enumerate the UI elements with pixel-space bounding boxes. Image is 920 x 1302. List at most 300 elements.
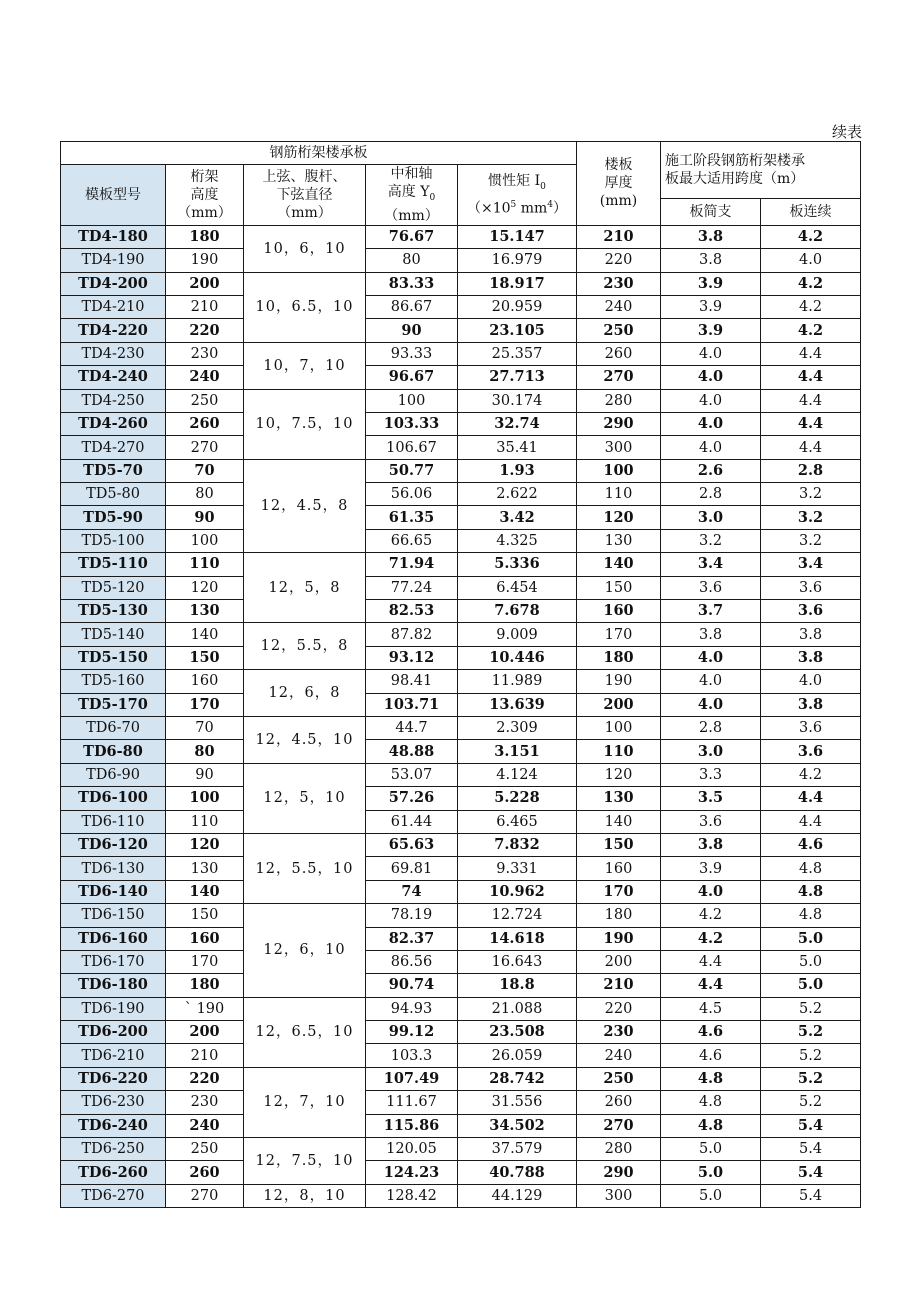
- span-continuous-cell: 3.8: [761, 693, 861, 716]
- truss-height-cell: 130: [166, 857, 244, 880]
- truss-height-cell: 210: [166, 1044, 244, 1067]
- table-row: [61, 857, 861, 880]
- model-cell: TD5-150: [61, 646, 166, 669]
- span-continuous-cell: 5.4: [761, 1114, 861, 1137]
- span-continuous-cell: 5.4: [761, 1184, 861, 1207]
- inertia-cell: 31.556: [458, 1091, 577, 1114]
- span-simple-cell: 3.6: [661, 576, 761, 599]
- span-simple-cell: 4.4: [661, 974, 761, 997]
- truss-height-cell: 200: [166, 1021, 244, 1044]
- diameter-cell: 10，7，10: [244, 342, 366, 389]
- span-simple-cell: 3.0: [661, 740, 761, 763]
- truss-height-cell: 240: [166, 366, 244, 389]
- table-row: [61, 553, 861, 576]
- table-row: [61, 483, 861, 506]
- diameter-cell: 12，5.5，10: [244, 833, 366, 903]
- model-cell: TD6-230: [61, 1091, 166, 1114]
- inertia-cell: 28.742: [458, 1067, 577, 1090]
- inertia-cell: 7.832: [458, 833, 577, 856]
- span-continuous-cell: 3.2: [761, 483, 861, 506]
- slab-thickness-cell: 230: [577, 272, 661, 295]
- table-row: [61, 459, 861, 482]
- model-cell: TD5-90: [61, 506, 166, 529]
- table-row: [61, 693, 861, 716]
- neutral-axis-cell: 69.81: [366, 857, 458, 880]
- diameter-cell: 12，5，8: [244, 553, 366, 623]
- slab-thickness-cell: 240: [577, 295, 661, 318]
- inertia-cell: 15.147: [458, 225, 577, 248]
- slab-thickness-cell: 150: [577, 576, 661, 599]
- span-continuous-cell: 4.6: [761, 833, 861, 856]
- neutral-axis-cell: 93.12: [366, 646, 458, 669]
- span-simple-cell: 4.0: [661, 436, 761, 459]
- table-row: [61, 1161, 861, 1184]
- slab-thickness-cell: 240: [577, 1044, 661, 1067]
- truss-height-cell: 90: [166, 506, 244, 529]
- span-continuous-cell: 4.4: [761, 342, 861, 365]
- span-simple-cell: 4.0: [661, 693, 761, 716]
- neutral-axis-header: 中和轴 高度 $Y_0$ （mm）: [366, 165, 458, 226]
- truss-height-cell: 160: [166, 927, 244, 950]
- span-simple-cell: 5.0: [661, 1161, 761, 1184]
- table-row: [61, 366, 861, 389]
- span-simple-cell: 5.0: [661, 1184, 761, 1207]
- neutral-axis-cell: 82.37: [366, 927, 458, 950]
- truss-height-cell: 240: [166, 1114, 244, 1137]
- truss-height-cell: 260: [166, 412, 244, 435]
- model-cell: TD5-70: [61, 459, 166, 482]
- table-row: [61, 576, 861, 599]
- slab-thickness-cell: 170: [577, 623, 661, 646]
- slab-thickness-cell: 200: [577, 950, 661, 973]
- model-cell: TD4-220: [61, 319, 166, 342]
- span-continuous-cell: 5.0: [761, 927, 861, 950]
- neutral-axis-cell: 44.7: [366, 717, 458, 740]
- neutral-axis-cell: 76.67: [366, 225, 458, 248]
- model-cell: TD4-260: [61, 412, 166, 435]
- span-simple-cell: 4.0: [661, 412, 761, 435]
- truss-height-cell: 110: [166, 553, 244, 576]
- neutral-axis-cell: 86.67: [366, 295, 458, 318]
- inertia-cell: 14.618: [458, 927, 577, 950]
- group-header: 钢筋桁架楼承板: [61, 142, 577, 165]
- table-row: [61, 927, 861, 950]
- model-cell: TD6-240: [61, 1114, 166, 1137]
- neutral-axis-cell: 66.65: [366, 529, 458, 552]
- slab-thickness-cell: 250: [577, 319, 661, 342]
- inertia-cell: 32.74: [458, 412, 577, 435]
- truss-height-cell: 200: [166, 272, 244, 295]
- model-cell: TD5-120: [61, 576, 166, 599]
- neutral-axis-cell: 83.33: [366, 272, 458, 295]
- model-cell: TD4-240: [61, 366, 166, 389]
- slab-thickness-cell: 180: [577, 646, 661, 669]
- model-cell: TD6-150: [61, 904, 166, 927]
- span-continuous-header: 板连续: [761, 198, 861, 225]
- table-row: [61, 295, 861, 318]
- diameter-cell: 12，7.5，10: [244, 1138, 366, 1185]
- truss-height-cell: 100: [166, 529, 244, 552]
- inertia-cell: 27.713: [458, 366, 577, 389]
- neutral-axis-cell: 106.67: [366, 436, 458, 459]
- table-row: [61, 950, 861, 973]
- inertia-cell: 5.228: [458, 787, 577, 810]
- inertia-cell: 25.357: [458, 342, 577, 365]
- model-cell: TD6-210: [61, 1044, 166, 1067]
- slab-thickness-cell: 290: [577, 412, 661, 435]
- neutral-axis-cell: 111.67: [366, 1091, 458, 1114]
- truss-height-cell: 170: [166, 693, 244, 716]
- model-cell: TD6-220: [61, 1067, 166, 1090]
- span-simple-cell: 5.0: [661, 1138, 761, 1161]
- table-row: [61, 1067, 861, 1090]
- diameter-header: 上弦、腹杆、 下弦直径 （mm）: [244, 165, 366, 226]
- model-cell: TD5-110: [61, 553, 166, 576]
- table-row: [61, 1138, 861, 1161]
- truss-height-cell: 120: [166, 576, 244, 599]
- slab-thickness-cell: 190: [577, 927, 661, 950]
- model-cell: TD6-180: [61, 974, 166, 997]
- slab-thickness-cell: 110: [577, 483, 661, 506]
- truss-height-cell: 150: [166, 646, 244, 669]
- inertia-cell: 6.465: [458, 810, 577, 833]
- truss-height-cell: 180: [166, 974, 244, 997]
- neutral-axis-cell: 65.63: [366, 833, 458, 856]
- inertia-header: 惯性矩 $I_0$ （$\times 10^5$ $mm^4$）: [458, 165, 577, 226]
- neutral-axis-cell: 82.53: [366, 600, 458, 623]
- neutral-axis-cell: 78.19: [366, 904, 458, 927]
- slab-thickness-cell: 220: [577, 997, 661, 1020]
- span-simple-cell: 4.0: [661, 670, 761, 693]
- model-cell: TD6-200: [61, 1021, 166, 1044]
- neutral-axis-cell: 48.88: [366, 740, 458, 763]
- span-continuous-cell: 3.2: [761, 506, 861, 529]
- table-row: [61, 319, 861, 342]
- inertia-cell: 4.325: [458, 529, 577, 552]
- neutral-axis-cell: 99.12: [366, 1021, 458, 1044]
- neutral-axis-cell: 103.33: [366, 412, 458, 435]
- span-continuous-cell: 5.0: [761, 950, 861, 973]
- slab-thickness-cell: 200: [577, 693, 661, 716]
- span-continuous-cell: 4.8: [761, 880, 861, 903]
- table-row: [61, 600, 861, 623]
- slab-thickness-cell: 220: [577, 249, 661, 272]
- inertia-cell: 44.129: [458, 1184, 577, 1207]
- truss-deck-spec-table: [60, 141, 861, 1208]
- neutral-axis-cell: 77.24: [366, 576, 458, 599]
- span-continuous-cell: 3.6: [761, 740, 861, 763]
- span-continuous-cell: 5.0: [761, 974, 861, 997]
- model-cell: TD5-160: [61, 670, 166, 693]
- slab-thickness-cell: 300: [577, 436, 661, 459]
- inertia-cell: 30.174: [458, 389, 577, 412]
- neutral-axis-cell: 61.44: [366, 810, 458, 833]
- span-continuous-cell: 3.6: [761, 600, 861, 623]
- model-cell: TD6-160: [61, 927, 166, 950]
- span-continuous-cell: 4.0: [761, 249, 861, 272]
- neutral-axis-cell: 86.56: [366, 950, 458, 973]
- table-row: [61, 1114, 861, 1137]
- truss-height-cell: 140: [166, 880, 244, 903]
- span-simple-header: 板简支: [661, 198, 761, 225]
- slab-thickness-cell: 140: [577, 810, 661, 833]
- truss-height-cell: 250: [166, 1138, 244, 1161]
- inertia-cell: 12.724: [458, 904, 577, 927]
- table-row: [61, 974, 861, 997]
- inertia-cell: 6.454: [458, 576, 577, 599]
- span-simple-cell: 3.2: [661, 529, 761, 552]
- table-row: [61, 436, 861, 459]
- span-simple-cell: 3.8: [661, 833, 761, 856]
- truss-height-cell: 190: [166, 249, 244, 272]
- neutral-axis-cell: 115.86: [366, 1114, 458, 1137]
- span-simple-cell: 4.0: [661, 342, 761, 365]
- inertia-cell: 16.979: [458, 249, 577, 272]
- inertia-cell: 26.059: [458, 1044, 577, 1067]
- inertia-cell: 34.502: [458, 1114, 577, 1137]
- slab-thickness-cell: 210: [577, 225, 661, 248]
- model-cell: TD6-120: [61, 833, 166, 856]
- inertia-cell: 3.151: [458, 740, 577, 763]
- inertia-cell: 18.917: [458, 272, 577, 295]
- inertia-cell: 10.446: [458, 646, 577, 669]
- slab-thickness-cell: 160: [577, 600, 661, 623]
- neutral-axis-cell: 74: [366, 880, 458, 903]
- slab-thickness-cell: 260: [577, 342, 661, 365]
- table-row: [61, 810, 861, 833]
- span-simple-cell: 4.6: [661, 1021, 761, 1044]
- table-row: [61, 763, 861, 786]
- inertia-cell: 23.105: [458, 319, 577, 342]
- model-cell: TD5-140: [61, 623, 166, 646]
- span-simple-cell: 4.0: [661, 646, 761, 669]
- truss-height-cell: 130: [166, 600, 244, 623]
- span-simple-cell: 3.9: [661, 295, 761, 318]
- model-cell: TD4-270: [61, 436, 166, 459]
- truss-height-cell: 170: [166, 950, 244, 973]
- table-row: [61, 740, 861, 763]
- slab-thickness-cell: 270: [577, 366, 661, 389]
- truss-height-cell: 220: [166, 319, 244, 342]
- table-row: [61, 1021, 861, 1044]
- span-continuous-cell: 2.8: [761, 459, 861, 482]
- neutral-axis-cell: 100: [366, 389, 458, 412]
- span-continuous-cell: 4.8: [761, 904, 861, 927]
- neutral-axis-cell: 90.74: [366, 974, 458, 997]
- model-cell: TD4-200: [61, 272, 166, 295]
- span-simple-cell: 3.9: [661, 857, 761, 880]
- span-continuous-cell: 4.8: [761, 857, 861, 880]
- diameter-cell: 12，8，10: [244, 1184, 366, 1207]
- span-simple-cell: 4.4: [661, 950, 761, 973]
- table-row: [61, 1044, 861, 1067]
- table-row: [61, 623, 861, 646]
- neutral-axis-cell: 56.06: [366, 483, 458, 506]
- truss-height-cell: 270: [166, 436, 244, 459]
- table-row: [61, 412, 861, 435]
- neutral-axis-cell: 80: [366, 249, 458, 272]
- span-simple-cell: 4.0: [661, 366, 761, 389]
- span-continuous-cell: 4.4: [761, 366, 861, 389]
- slab-thickness-cell: 180: [577, 904, 661, 927]
- model-cell: TD6-70: [61, 717, 166, 740]
- table-row: [61, 529, 861, 552]
- span-continuous-cell: 4.2: [761, 225, 861, 248]
- span-simple-cell: 3.8: [661, 225, 761, 248]
- span-continuous-cell: 4.4: [761, 810, 861, 833]
- slab-thickness-cell: 100: [577, 717, 661, 740]
- span-continuous-cell: 5.2: [761, 1067, 861, 1090]
- truss-height-cell: 90: [166, 763, 244, 786]
- span-continuous-cell: 4.2: [761, 319, 861, 342]
- neutral-axis-cell: 53.07: [366, 763, 458, 786]
- slab-thickness-cell: 130: [577, 529, 661, 552]
- inertia-cell: 23.508: [458, 1021, 577, 1044]
- inertia-cell: 10.962: [458, 880, 577, 903]
- model-cell: TD6-190: [61, 997, 166, 1020]
- neutral-axis-cell: 120.05: [366, 1138, 458, 1161]
- model-cell: TD4-250: [61, 389, 166, 412]
- slab-thickness-cell: 140: [577, 553, 661, 576]
- model-cell: TD5-170: [61, 693, 166, 716]
- neutral-axis-cell: 61.35: [366, 506, 458, 529]
- neutral-axis-cell: 98.41: [366, 670, 458, 693]
- neutral-axis-cell: 96.67: [366, 366, 458, 389]
- span-continuous-cell: 5.2: [761, 1091, 861, 1114]
- slab-thickness-cell: 130: [577, 787, 661, 810]
- model-cell: TD6-250: [61, 1138, 166, 1161]
- span-simple-cell: 3.0: [661, 506, 761, 529]
- table-row: [61, 997, 861, 1020]
- span-continuous-cell: 4.4: [761, 389, 861, 412]
- slab-thickness-cell: 100: [577, 459, 661, 482]
- truss-height-header: 桁架 高度 （mm）: [166, 165, 244, 226]
- span-continuous-cell: 3.2: [761, 529, 861, 552]
- diameter-cell: 12，7，10: [244, 1067, 366, 1137]
- table-row: [61, 787, 861, 810]
- truss-height-cell: 80: [166, 740, 244, 763]
- model-cell: TD6-270: [61, 1184, 166, 1207]
- model-cell: TD6-130: [61, 857, 166, 880]
- truss-height-cell: 140: [166, 623, 244, 646]
- span-continuous-cell: 3.6: [761, 576, 861, 599]
- table-row: [61, 342, 861, 365]
- truss-height-cell: ` 190: [166, 997, 244, 1020]
- slab-thickness-header: 楼板 厚度 (mm): [577, 142, 661, 226]
- truss-height-cell: 150: [166, 904, 244, 927]
- span-continuous-cell: 5.2: [761, 997, 861, 1020]
- span-continuous-cell: 4.4: [761, 412, 861, 435]
- truss-height-cell: 230: [166, 342, 244, 365]
- span-continuous-cell: 4.4: [761, 787, 861, 810]
- model-cell: TD6-170: [61, 950, 166, 973]
- span-simple-cell: 3.8: [661, 249, 761, 272]
- diameter-cell: 12，6，10: [244, 904, 366, 998]
- neutral-axis-cell: 90: [366, 319, 458, 342]
- table-row: [61, 646, 861, 669]
- slab-thickness-cell: 120: [577, 506, 661, 529]
- inertia-cell: 37.579: [458, 1138, 577, 1161]
- inertia-cell: 5.336: [458, 553, 577, 576]
- span-simple-cell: 3.9: [661, 319, 761, 342]
- truss-height-cell: 210: [166, 295, 244, 318]
- inertia-cell: 40.788: [458, 1161, 577, 1184]
- truss-height-cell: 120: [166, 833, 244, 856]
- slab-thickness-cell: 270: [577, 1114, 661, 1137]
- span-simple-cell: 3.8: [661, 623, 761, 646]
- inertia-cell: 20.959: [458, 295, 577, 318]
- model-cell: TD4-230: [61, 342, 166, 365]
- table-row: [61, 1184, 861, 1207]
- table-row: [61, 272, 861, 295]
- slab-thickness-cell: 110: [577, 740, 661, 763]
- slab-thickness-cell: 190: [577, 670, 661, 693]
- inertia-cell: 2.309: [458, 717, 577, 740]
- inertia-cell: 21.088: [458, 997, 577, 1020]
- span-simple-cell: 4.8: [661, 1091, 761, 1114]
- truss-height-cell: 110: [166, 810, 244, 833]
- slab-thickness-cell: 290: [577, 1161, 661, 1184]
- diameter-cell: 12，6.5，10: [244, 997, 366, 1067]
- span-continuous-cell: 3.4: [761, 553, 861, 576]
- truss-height-cell: 270: [166, 1184, 244, 1207]
- span-simple-cell: 3.5: [661, 787, 761, 810]
- table-row: [61, 389, 861, 412]
- inertia-cell: 13.639: [458, 693, 577, 716]
- table-row: [61, 225, 861, 248]
- span-simple-cell: 4.8: [661, 1067, 761, 1090]
- span-simple-cell: 3.6: [661, 810, 761, 833]
- span-simple-cell: 3.7: [661, 600, 761, 623]
- model-cell: TD4-190: [61, 249, 166, 272]
- model-cell: TD6-100: [61, 787, 166, 810]
- span-continuous-cell: 3.8: [761, 623, 861, 646]
- model-cell: TD5-100: [61, 529, 166, 552]
- model-cell: TD4-180: [61, 225, 166, 248]
- model-cell: TD4-210: [61, 295, 166, 318]
- model-cell: TD6-80: [61, 740, 166, 763]
- slab-thickness-cell: 120: [577, 763, 661, 786]
- span-simple-cell: 4.0: [661, 389, 761, 412]
- slab-thickness-cell: 260: [577, 1091, 661, 1114]
- table-row: [61, 904, 861, 927]
- span-simple-cell: 4.0: [661, 880, 761, 903]
- inertia-cell: 35.41: [458, 436, 577, 459]
- span-simple-cell: 3.3: [661, 763, 761, 786]
- diameter-cell: 12，5，10: [244, 763, 366, 833]
- span-simple-cell: 3.9: [661, 272, 761, 295]
- neutral-axis-cell: 124.23: [366, 1161, 458, 1184]
- table-row: [61, 249, 861, 272]
- inertia-cell: 4.124: [458, 763, 577, 786]
- span-continuous-cell: 5.2: [761, 1021, 861, 1044]
- neutral-axis-cell: 93.33: [366, 342, 458, 365]
- truss-height-cell: 260: [166, 1161, 244, 1184]
- span-continuous-cell: 5.4: [761, 1138, 861, 1161]
- inertia-cell: 18.8: [458, 974, 577, 997]
- table-row: [61, 670, 861, 693]
- span-continuous-cell: 5.2: [761, 1044, 861, 1067]
- table-body: [61, 225, 861, 1207]
- slab-thickness-cell: 210: [577, 974, 661, 997]
- span-simple-cell: 4.5: [661, 997, 761, 1020]
- span-group-header: 施工阶段钢筋桁架楼承 板最大适用跨度（m）: [661, 142, 861, 199]
- diameter-cell: 10，6.5，10: [244, 272, 366, 342]
- span-simple-cell: 4.2: [661, 927, 761, 950]
- neutral-axis-cell: 128.42: [366, 1184, 458, 1207]
- diameter-cell: 12，6，8: [244, 670, 366, 717]
- model-cell: TD6-110: [61, 810, 166, 833]
